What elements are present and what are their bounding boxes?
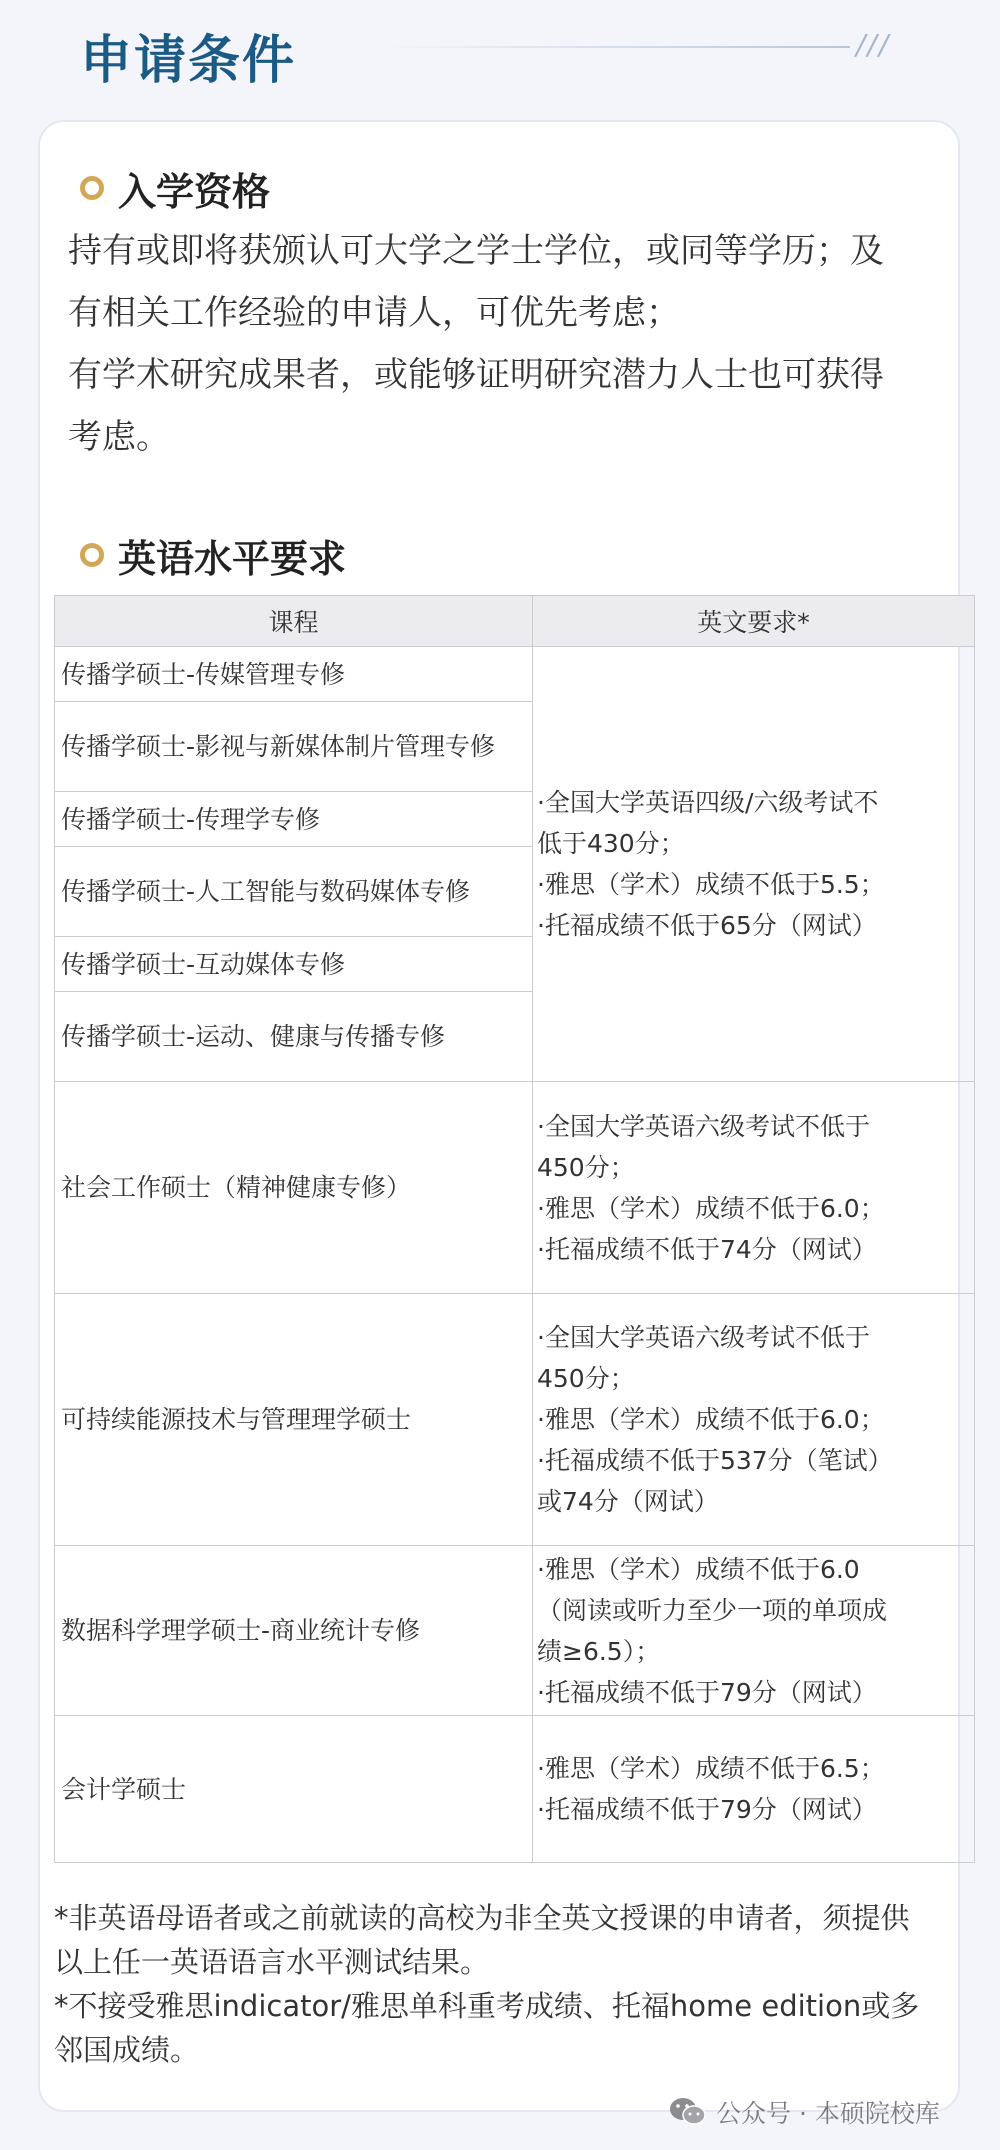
wechat-icon <box>668 2095 708 2129</box>
requirement-line: 绩≥6.5）； <box>537 1636 661 1666</box>
watermark <box>668 2092 940 2132</box>
requirement-cell <box>533 1294 975 1546</box>
admission-paragraph <box>68 220 948 468</box>
course-name: 可持续能源技术与管理理学硕士 <box>61 1405 412 1434</box>
requirement-cell <box>533 1082 975 1294</box>
footnote-line: *非英语母语者或之前就读的高校为非全英文授课的申请者，须提供 <box>54 1901 910 1935</box>
english-title: 英语水平要求 <box>118 536 347 581</box>
table-row <box>55 647 975 702</box>
requirement-line: （阅读或听力至少一项的单项成 <box>537 1595 888 1625</box>
course-cell <box>55 792 533 847</box>
course-name: 数据科学理学硕士-商业统计专修 <box>61 1616 421 1645</box>
requirement-line: ·雅思（学术）成绩不低于5.5； <box>537 870 885 899</box>
course-name: 传播学硕士-互动媒体专修 <box>61 949 346 979</box>
course-name: 会计学硕士 <box>61 1774 187 1804</box>
footnote-line: *不接受雅思indicator/雅思单科重考成绩、托福home edition或多 <box>54 1989 920 2023</box>
footnote-line: 邻国成绩。 <box>54 2033 200 2067</box>
course-cell <box>55 1294 533 1546</box>
course-cell <box>55 1082 533 1294</box>
requirement-cell <box>533 1716 975 1863</box>
requirement-line: ·雅思（学术）成绩不低于6.5； <box>537 1754 885 1783</box>
course-name: 传播学硕士-传理学专修 <box>61 804 321 834</box>
course-cell <box>55 702 533 792</box>
admission-line: 持有或即将获颁认可大学之学士学位，或同等学历；及 <box>68 231 884 271</box>
requirement-cell <box>533 1546 975 1716</box>
requirement-line: 450分； <box>537 1364 635 1393</box>
requirement-line: ·雅思（学术）成绩不低于6.0 <box>537 1554 860 1584</box>
table-header-row <box>55 596 975 647</box>
watermark-text: 公众号 · 本硕院校库 <box>716 2099 940 2128</box>
page-header <box>0 0 1000 112</box>
bullet-dot-icon <box>80 176 104 200</box>
admission-line: 有学术研究成果者，或能够证明研究潜力人士也可获得 <box>68 355 884 395</box>
requirement-line: ·全国大学英语四级/六级考试不 <box>537 788 879 817</box>
table-row <box>55 1294 975 1546</box>
requirement-line: ·托福成绩不低于79分（网试） <box>537 1677 877 1707</box>
requirement-line: ·全国大学英语六级考试不低于 <box>537 1111 870 1141</box>
requirement-line: 450分； <box>537 1152 635 1182</box>
course-cell <box>55 847 533 937</box>
course-name: 传播学硕士-人工智能与数码媒体专修 <box>61 877 471 906</box>
requirement-line: ·雅思（学术）成绩不低于6.0； <box>537 1193 885 1223</box>
course-cell <box>55 992 533 1082</box>
course-cell <box>55 1546 533 1716</box>
course-name: 传播学硕士-传媒管理专修 <box>61 659 346 689</box>
requirement-cell <box>533 647 975 1082</box>
admission-title: 入学资格 <box>118 169 271 214</box>
footnote-line: 以上任一英语语言水平测试结果。 <box>54 1945 490 1979</box>
table-header-requirement: 英文要求* <box>533 596 975 647</box>
table-row <box>55 1546 975 1716</box>
requirement-line: ·雅思（学术）成绩不低于6.0； <box>537 1405 885 1434</box>
requirement-line: ·托福成绩不低于537分（笔试） <box>537 1446 893 1475</box>
course-name: 传播学硕士-影视与新媒体制片管理专修 <box>61 732 496 761</box>
requirement-line: ·全国大学英语六级考试不低于 <box>537 1323 870 1352</box>
table-row <box>55 1082 975 1294</box>
english-section-header <box>80 527 346 583</box>
requirement-line: ·托福成绩不低于79分（网试） <box>537 1795 877 1824</box>
requirement-line: ·托福成绩不低于74分（网试） <box>537 1234 877 1264</box>
course-cell <box>55 937 533 992</box>
course-name: 传播学硕士-运动、健康与传播专修 <box>61 1022 446 1051</box>
footnote <box>54 1896 954 2072</box>
requirement-line: 低于430分； <box>537 829 685 858</box>
requirement-line: ·托福成绩不低于65分（网试） <box>537 911 877 940</box>
english-requirements-table <box>54 595 975 1863</box>
course-name: 社会工作硕士（精神健康专修） <box>61 1173 412 1202</box>
bullet-dot-icon <box>80 543 104 567</box>
page-title: 申请条件 <box>80 31 297 91</box>
requirement-line: 或74分（网试） <box>537 1487 719 1516</box>
header-divider-line <box>380 46 850 48</box>
admission-line: 有相关工作经验的申请人，可优先考虑； <box>68 293 680 333</box>
table-row <box>55 1716 975 1863</box>
table-header-course: 课程 <box>55 596 533 647</box>
header-slashes-decoration: /// <box>856 28 891 61</box>
content-card <box>38 120 960 2112</box>
admission-line: 考虑。 <box>68 417 170 457</box>
course-cell <box>55 1716 533 1863</box>
course-cell <box>55 647 533 702</box>
admission-section-header <box>80 160 270 216</box>
